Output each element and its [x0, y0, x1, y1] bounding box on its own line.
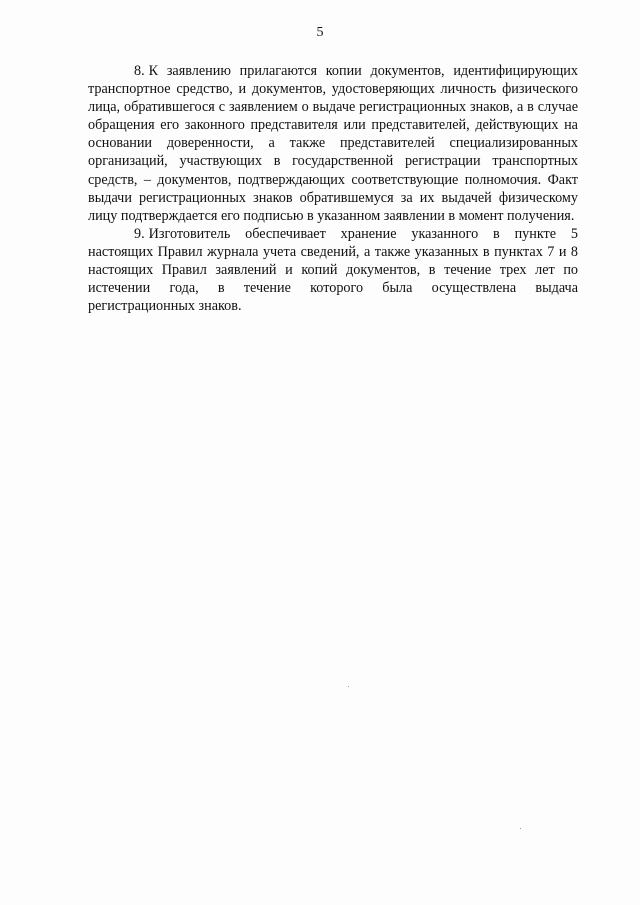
paragraph-9-text: Изготовитель обеспечивает хранение указанного в пункте 5 настоящих Правил журнала учета сведений, а также указанных в пунктах 7 и 8 настоящих Правил заявлений и копий документов, в течение трех лет по истечении года, в течение которого была осуществлена выдача регистрационных знаков.: [88, 225, 578, 315]
scan-speck: [348, 686, 349, 687]
document-body: [88, 62, 578, 315]
scan-speck: [520, 828, 521, 829]
paragraph-9-number: 9.: [134, 225, 145, 242]
paragraph-9: [88, 225, 578, 315]
paragraph-8-text: К заявлению прилагаются копии документов, идентифицирующих транспортное средство, и документов, удостоверяющих личность физического лица, обратившегося с заявлением о выдаче регистрационных знаков, а в случае обращения его законного представителя или представителей, действующих на основании доверенности, а также представителей специализированных организаций, участвующих в государственной регистрации транспортных средств, – документов, подтверждающих соответствующие полномочия. Факт выдачи регистрационных знаков обратившемуся за их выдачей физическому лицу подтверждается его подписью в указанном заявлении в момент получения.: [88, 63, 578, 224]
paragraph-8: [88, 62, 578, 225]
page-number: 5: [316, 25, 324, 40]
paragraph-8-number: 8.: [134, 63, 145, 79]
